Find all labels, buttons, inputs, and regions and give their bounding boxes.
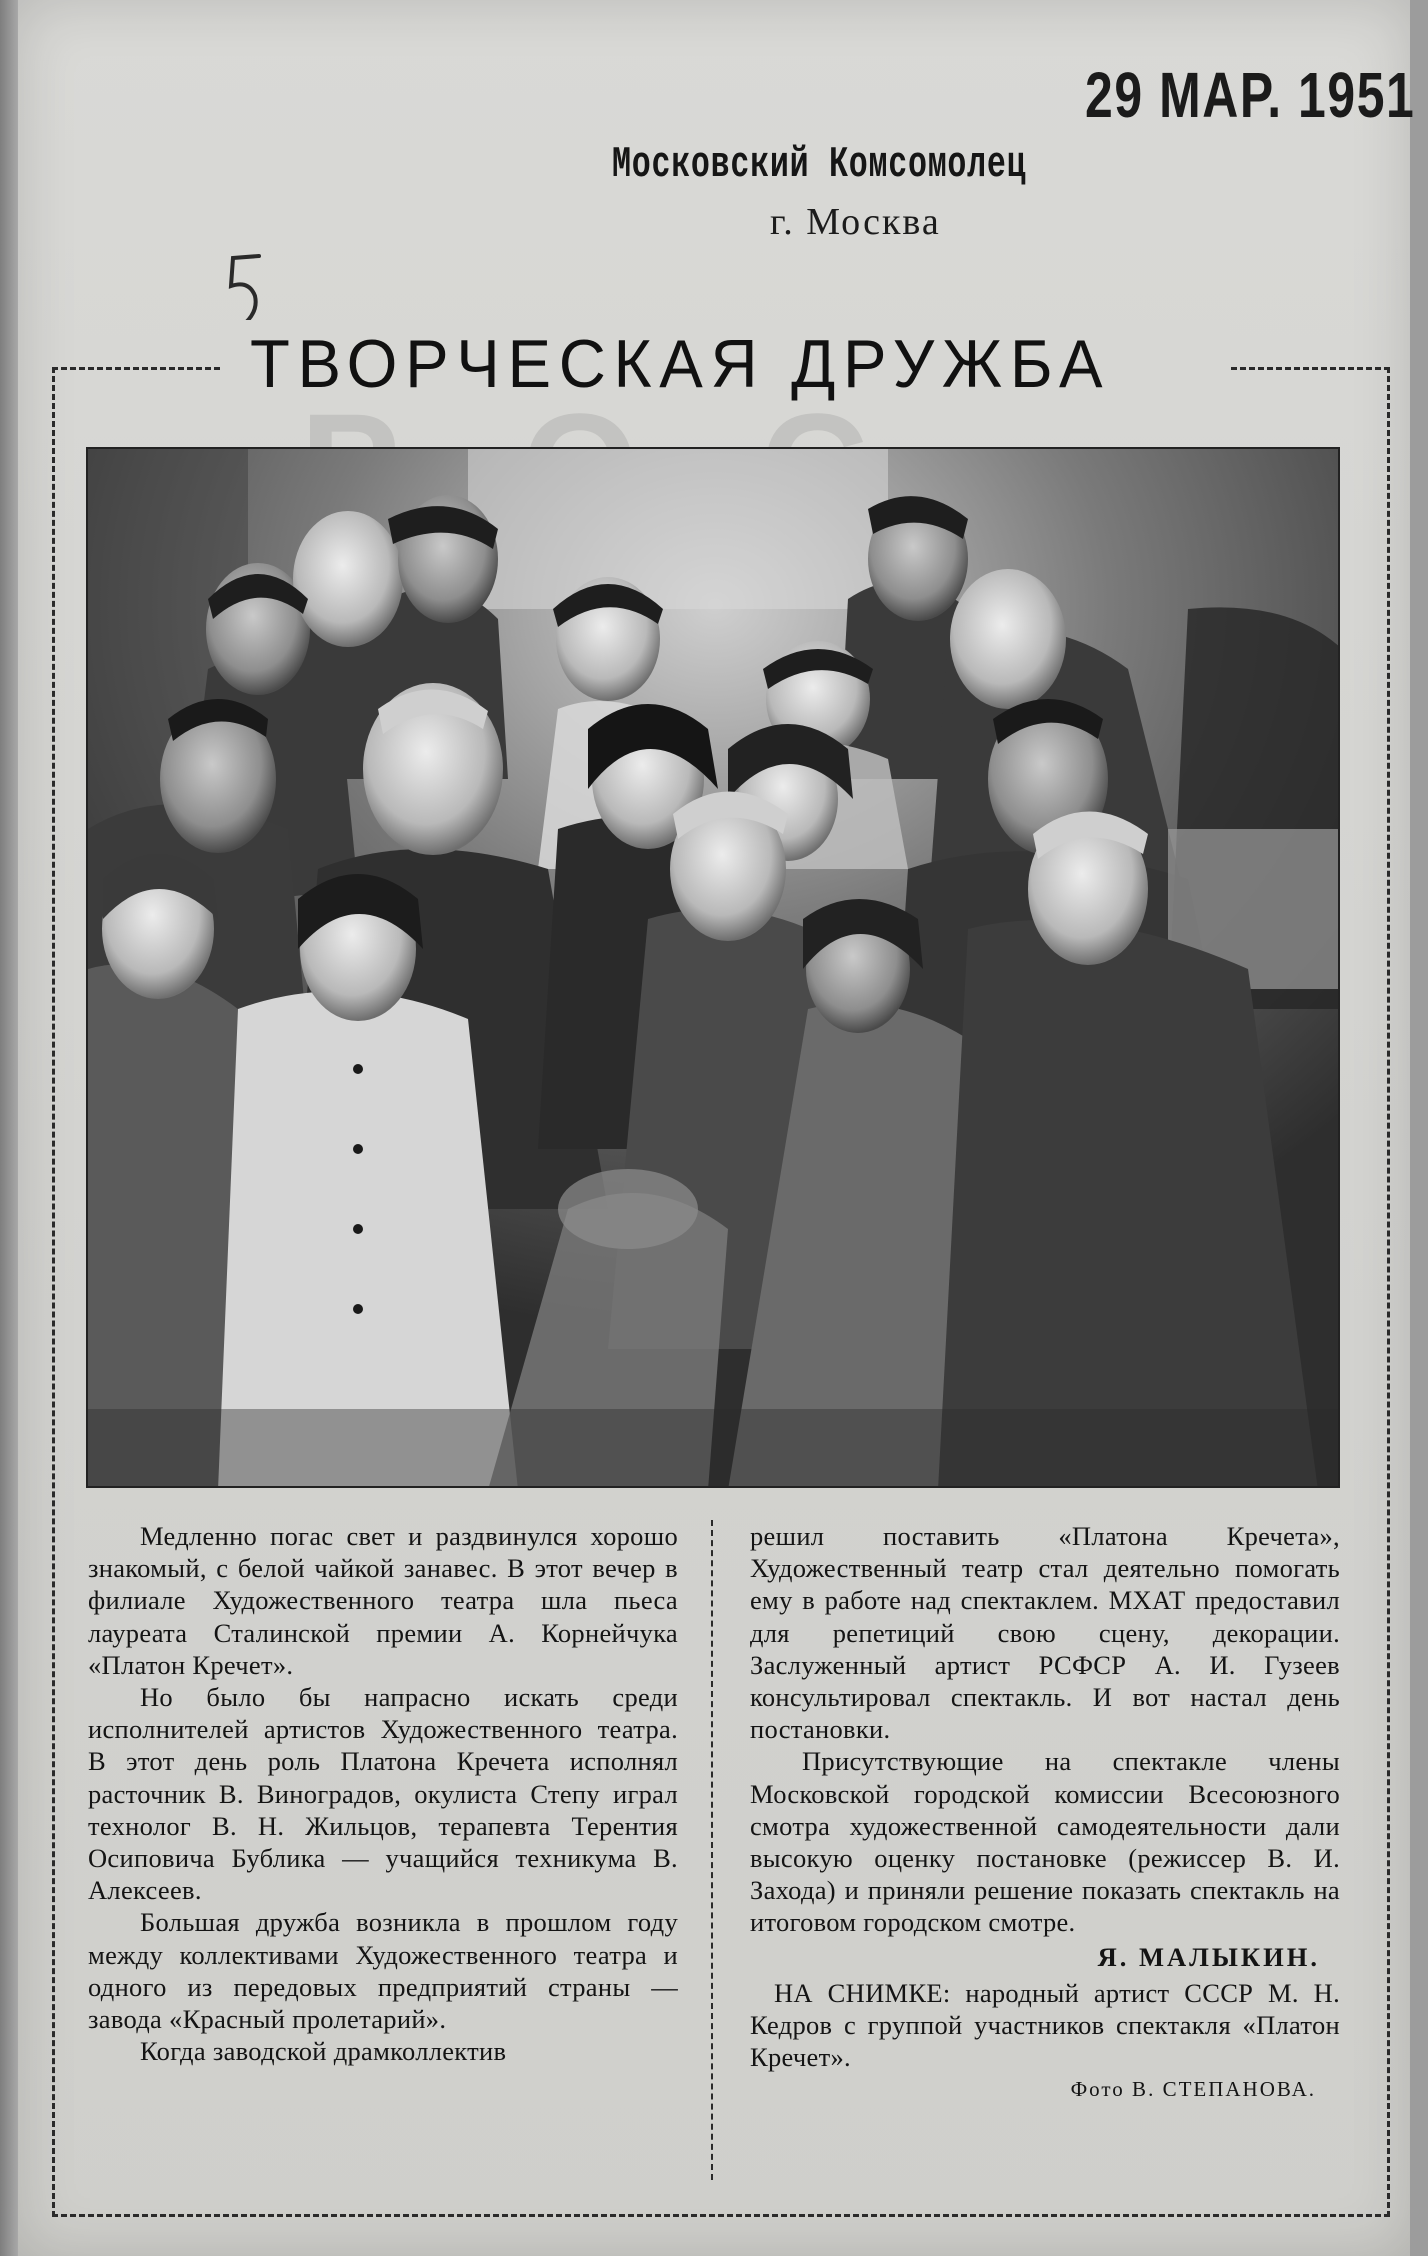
- date-stamp: 29 МАР. 1951: [1085, 59, 1416, 131]
- paragraph: Когда заводской драмколлектив: [140, 2036, 507, 2067]
- paragraph: Медленно погас свет и раздвинулся хорошо знакомый, с белой чайкой занавес. В этот вечер в филиале Художественного театра шла пьеса лауреата Сталинской премии А. Корнейчука «Платон Кречет».: [88, 1521, 678, 1680]
- newspaper-stamp: Московский Комсомолец: [612, 140, 1027, 190]
- article-column-left: [88, 1520, 678, 2067]
- scan-edge: [0, 0, 18, 2256]
- article-body: [88, 1520, 1350, 2180]
- photo-caption: НА СНИМКЕ: народный артист СССР М. Н. Кедров с группой участников спектакля «Платон Кречет».: [750, 1977, 1340, 2073]
- paragraph: Но было бы напрасно искать среди исполнителей артистов Художественного театра. В этот день роль Платона Кречета исполнял расточник В. Виноградов, окулиста Степу играл технолог В. Н. Жильцов, терапевта Терентия Осиповича Бублика — учащийся техникума В. Алексеев.: [88, 1682, 678, 1906]
- paragraph: решил поставить «Платона Кречета», Художественный театр стал деятельно помогать ему в работе над спектаклем. МХАТ предоставил для репетиций свою сцену, декорации. Заслуженный артист РСФСР А. И. Гузеев консультировал спектакль. И вот настал день постановки.: [750, 1521, 1340, 1745]
- article-author: Я. МАЛЫКИН.: [1097, 1941, 1320, 1972]
- column-divider: [711, 1520, 713, 2180]
- article-headline: ТВОРЧЕСКАЯ ДРУЖБА: [250, 326, 1111, 402]
- article-column-right: [750, 1520, 1340, 2106]
- city-stamp: г. Москва: [770, 201, 941, 243]
- photo-credit: Фото В. СТЕПАНОВА.: [1070, 2077, 1316, 2102]
- paragraph: Присутствующие на спектакле члены Московской городской комиссии Всесоюзного смотра художественной самодеятельности дали высокую оценку постановке (режиссер В. И. Захода) и приняли решение показать спектакль на итоговом городском смотре.: [750, 1746, 1340, 1938]
- photo-illustration: [88, 449, 1340, 1488]
- group-photo-image: [86, 447, 1340, 1488]
- paragraph: Большая дружба возникла в прошлом году между коллективами Художественного театра и одного из передовых предприятий страны — завода «Красный пролетарий».: [88, 1907, 678, 2035]
